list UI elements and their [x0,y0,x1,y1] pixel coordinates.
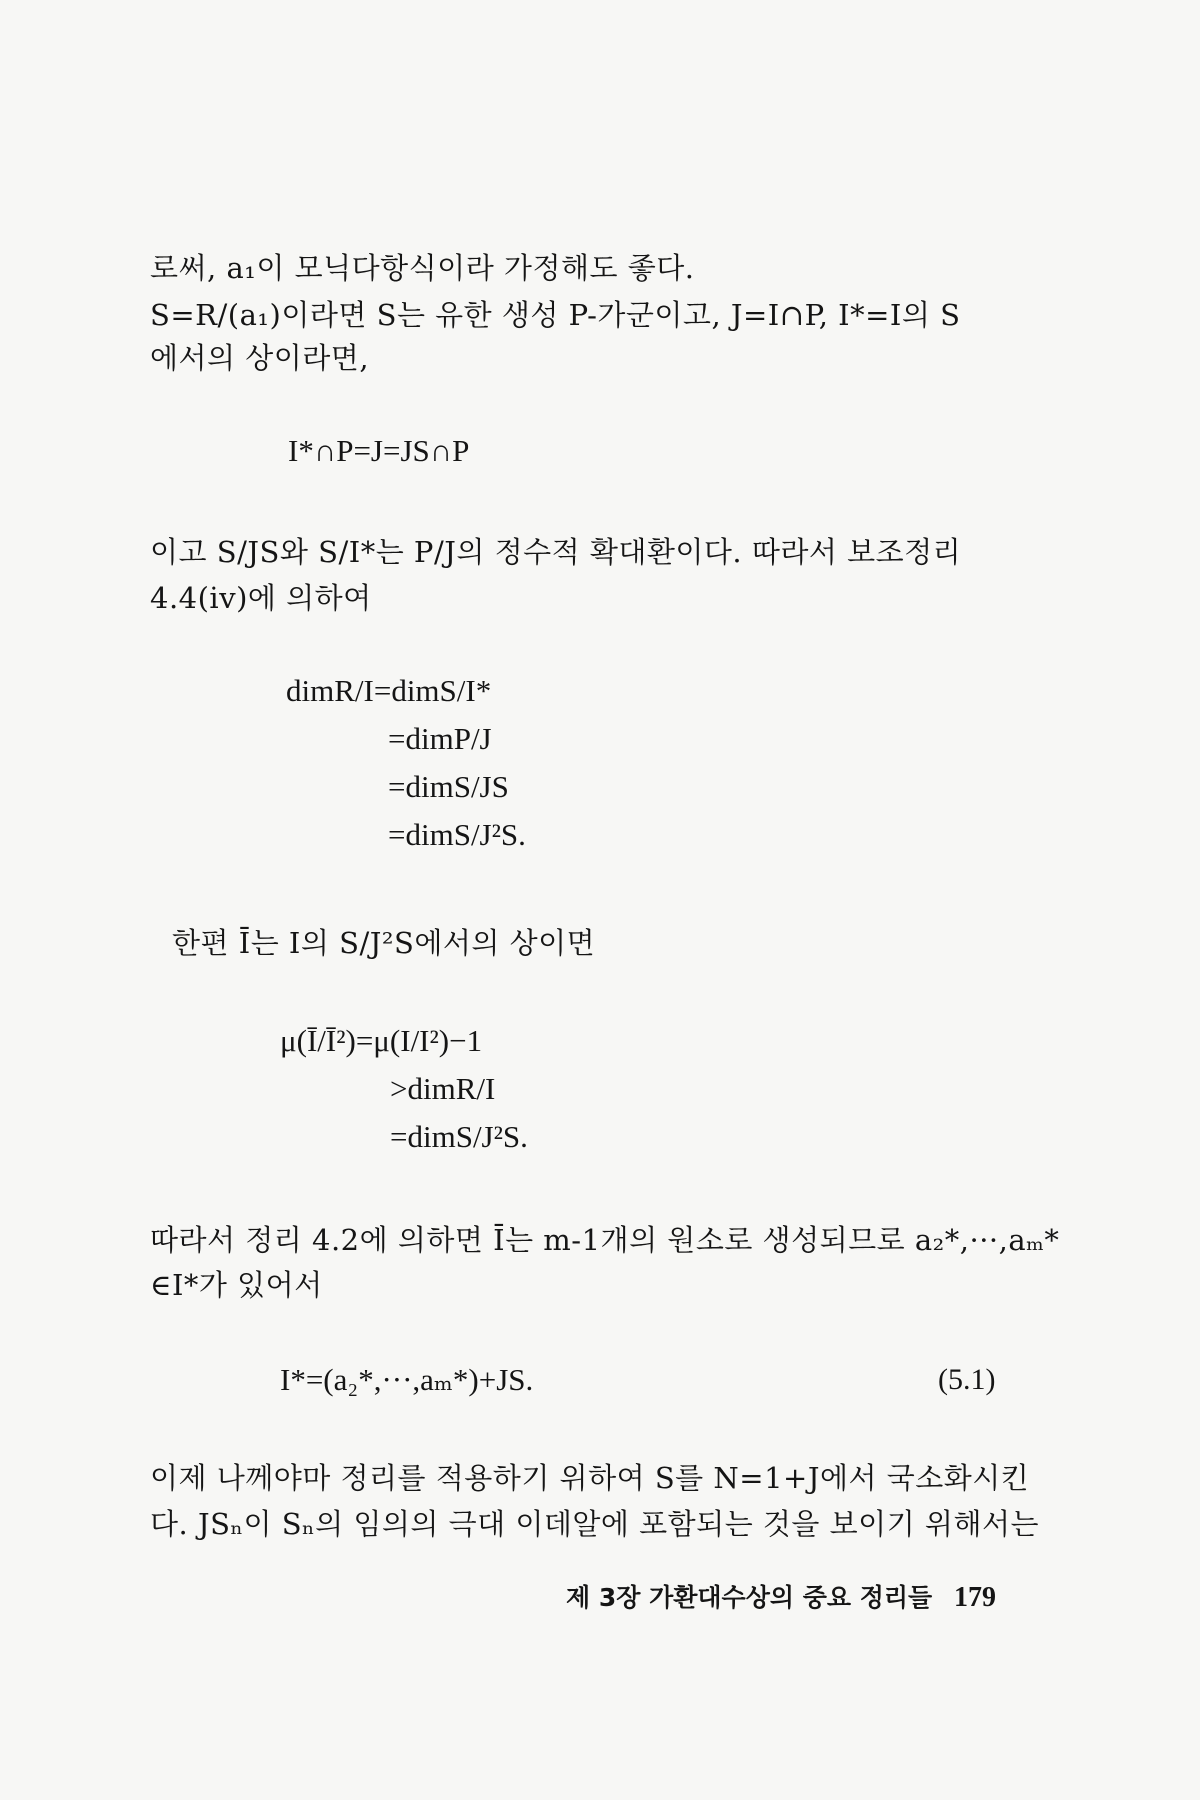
equation-line: μ(Ī/Ī²)=μ(I/I²)−1 [280,1023,483,1058]
text-line: 이고 S/JS와 S/I*는 P/J의 정수적 확대환이다. 따라서 보조정리 [150,535,962,569]
text-line: 따라서 정리 4.2에 의하면 Ī는 m-1개의 원소로 생성되므로 a₂*,···,aₘ* [150,1223,1060,1257]
equation-line: =dimP/J [388,721,492,756]
text-line: S=R/(a₁)이라면 S는 유한 생성 P-가군이고, J=I∩P, I*=I의 S [150,298,961,332]
equation-line: =dimS/J²S. [390,1119,528,1154]
running-footer-chapter-title: 제 3장 가환대수상의 중요 정리들 [566,1583,933,1612]
text-line: 4.4(iv)에 의하여 [150,581,372,615]
text-line: ∈I*가 있어서 [150,1268,323,1302]
text-line: 이제 나께야마 정리를 적용하기 위하여 S를 N=1+J에서 국소화시킨 [150,1461,1030,1495]
text-line: 한편 Ī는 I의 S/J²S에서의 상이면 [172,926,596,960]
equation-line: =dimS/JS [388,769,509,804]
text-line: 에서의 상이라면, [150,341,370,375]
equation-line: >dimR/I [390,1071,496,1106]
equation-line: =dimS/J²S. [388,817,526,852]
text-line: 다. JSₙ이 Sₙ의 임의의 극대 이데알에 포함되는 것을 보이기 위해서는 [150,1507,1039,1541]
equation: I*∩P=J=JS∩P [288,433,470,468]
text-line: 로써, a₁이 모닉다항식이라 가정해도 좋다. [150,251,695,285]
equation: I*=(a₂*,···,aₘ*)+JS. [280,1362,534,1397]
page-number: 179 [954,1582,996,1613]
equation-line: dimR/I=dimS/I* [286,673,492,708]
equation-number: (5.1) [938,1363,996,1396]
